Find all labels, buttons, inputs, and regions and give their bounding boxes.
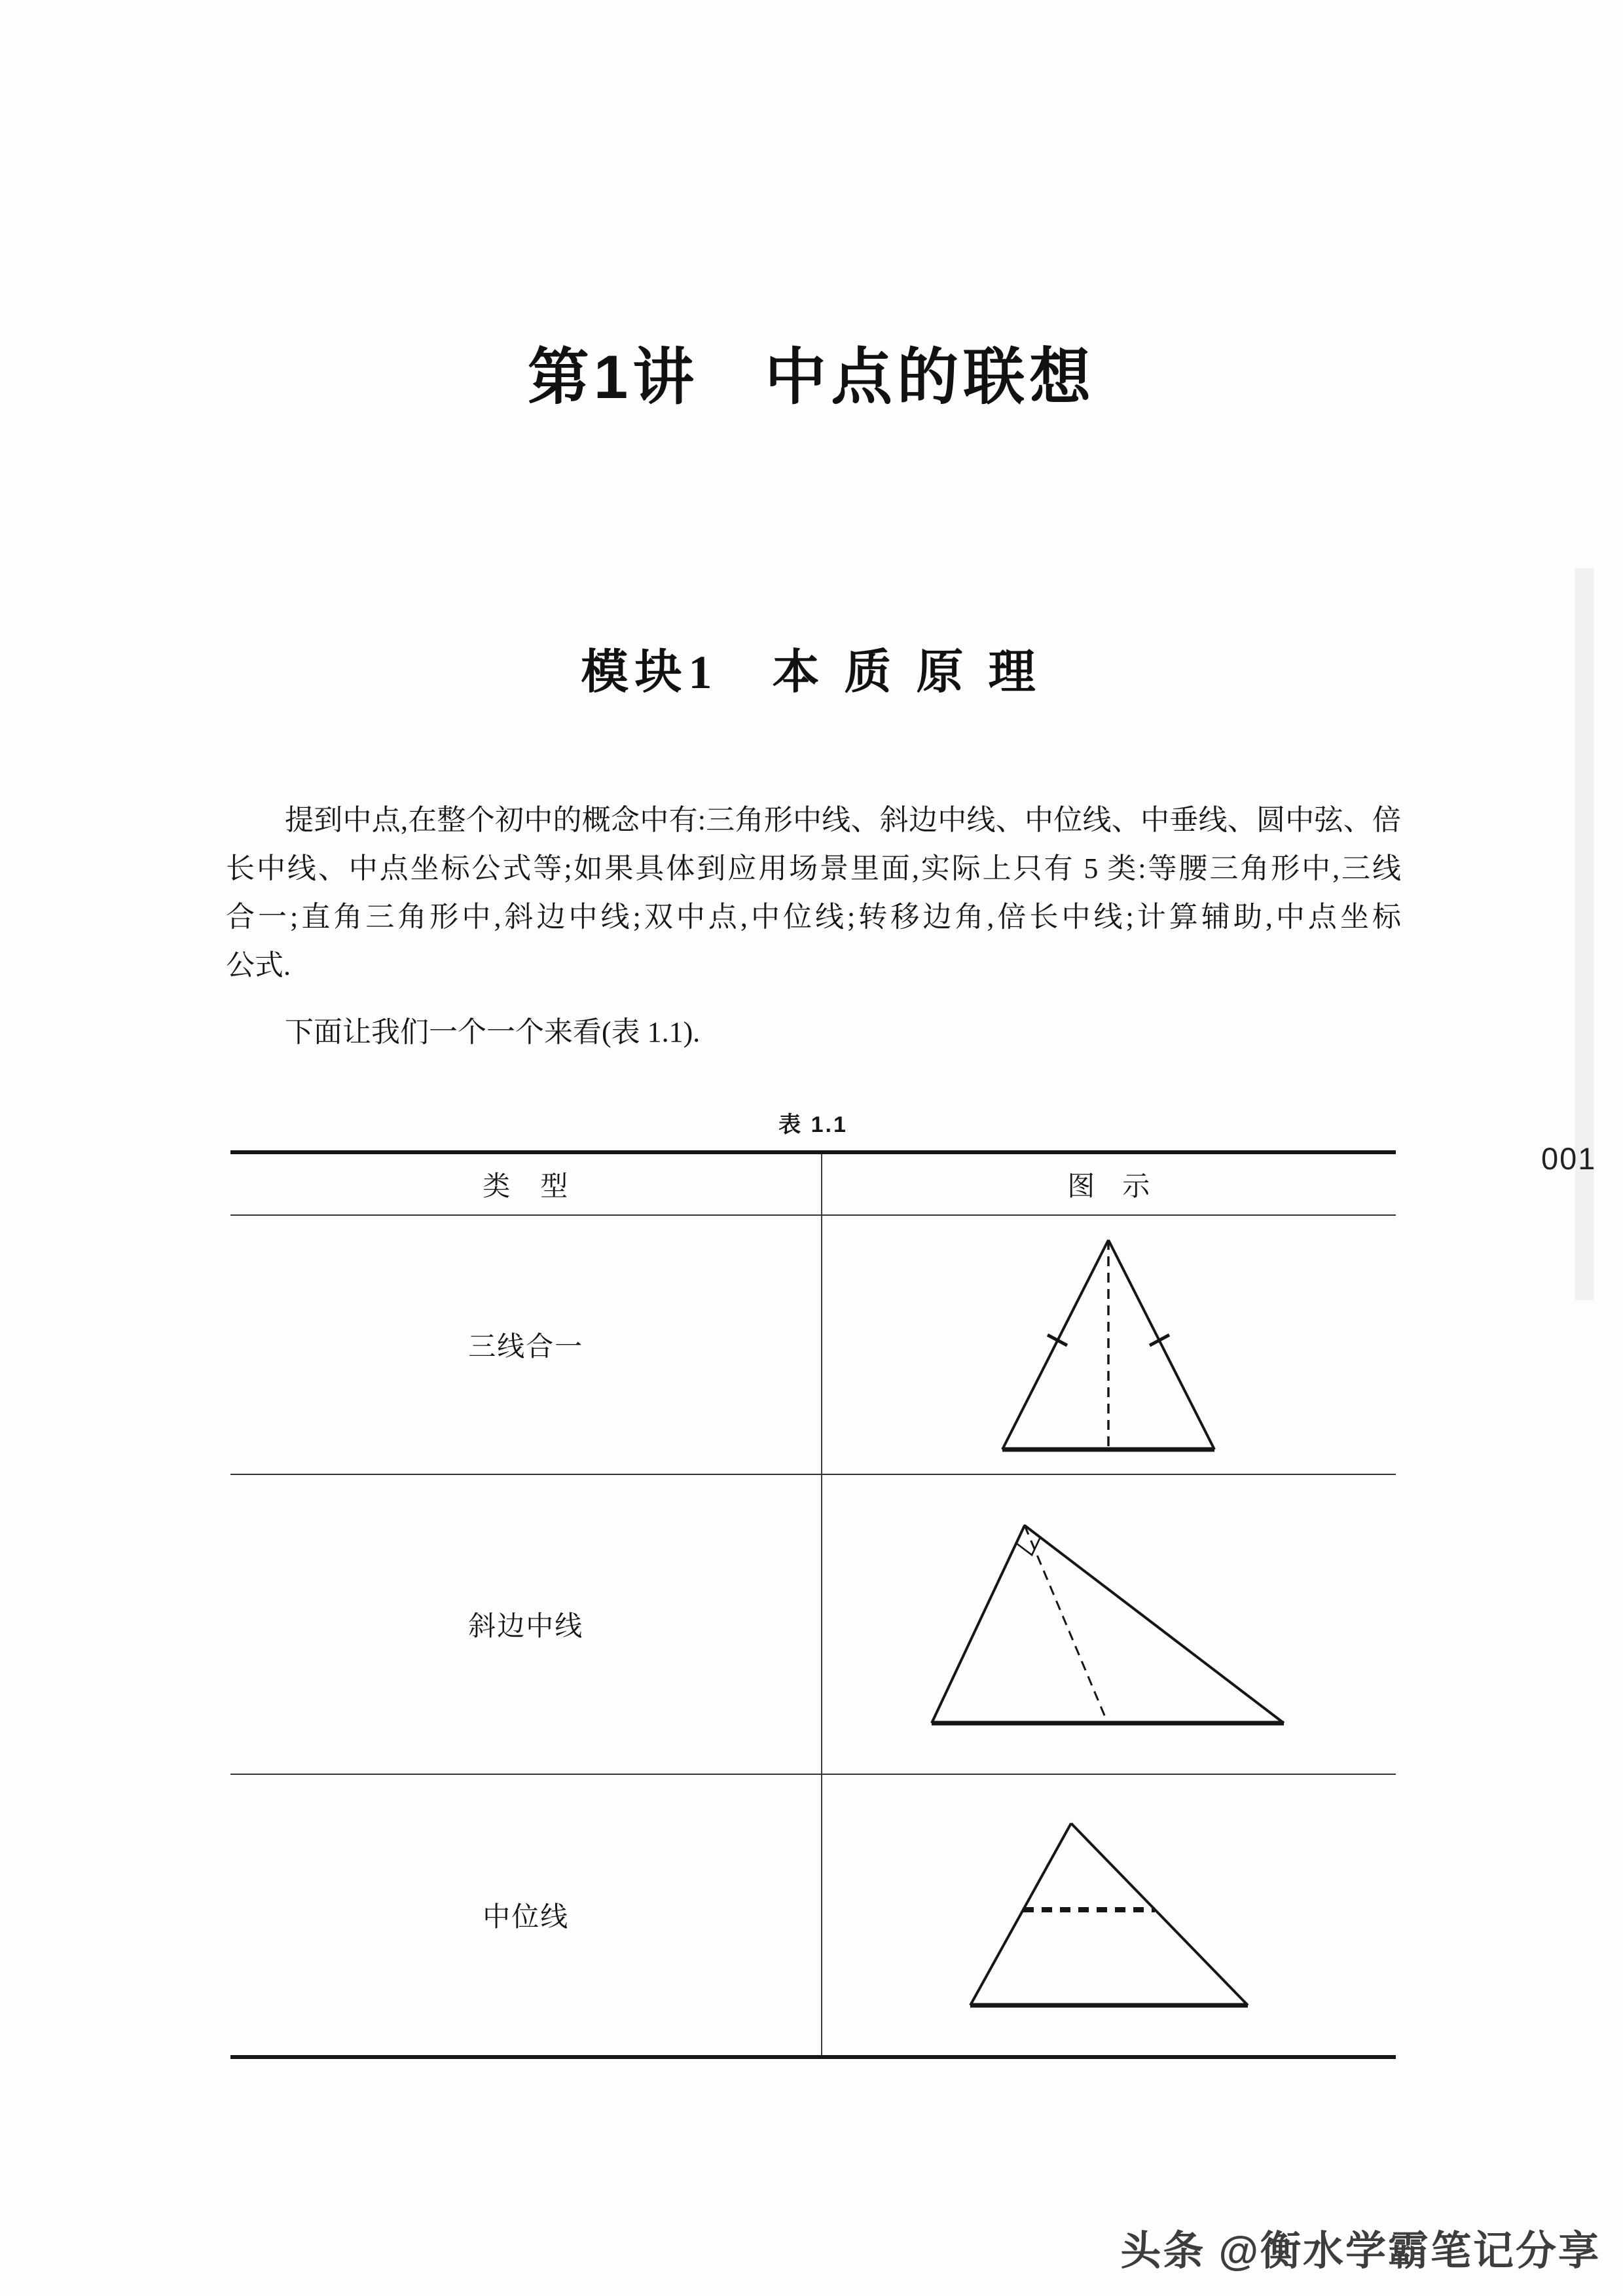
table-header-row [230,1154,1396,1216]
row-type-label: 斜边中线 [468,1612,584,1642]
chapter-title: 第1讲 中点的联想 [527,342,1096,411]
table-1-1 [230,1150,1396,2059]
column-header-illustration: 图 示 [1067,1172,1150,1202]
followup-line: 下面让我们一个一个来看(表 1.1). [285,1016,701,1048]
isosceles-triangle-figure [997,1235,1220,1455]
page-number: 001 [1541,1141,1597,1176]
right-triangle-figure [925,1518,1292,1731]
page-edge-shading [1575,568,1594,1300]
table-row [230,1775,1396,2055]
column-header-type: 类 型 [483,1172,570,1202]
table-caption: 表 1.1 [778,1112,848,1137]
row-type-label: 中位线 [483,1903,570,1933]
module-heading: 模块1 本 质 原 理 [581,646,1042,699]
row-figure-cell [821,1775,1396,2055]
paragraph-line: 提到中点,在整个初中的概念中有:三角形中线、斜边中线、中位线、中垂线、圆中弦、倍 [285,804,1401,836]
midsegment-triangle-figure [961,1818,1256,2012]
paragraph-line: 公式. [226,949,291,981]
row-type-label: 三线合一 [468,1332,584,1362]
intro-paragraph [226,796,1401,990]
table-row [230,1216,1396,1475]
row-figure-cell [821,1475,1396,1774]
paragraph-line: 合一;直角三角形中,斜边中线;双中点,中位线;转移边角,倍长中线;计算辅助,中点坐标 [226,901,1401,933]
watermark: 头条 @衡水学霸笔记分享 [1120,2229,1601,2274]
table-row [230,1475,1396,1775]
paragraph-line: 长中线、中点坐标公式等;如果具体到应用场景里面,实际上只有 5 类:等腰三角形中,三线 [226,852,1401,884]
row-figure-cell [821,1216,1396,1474]
